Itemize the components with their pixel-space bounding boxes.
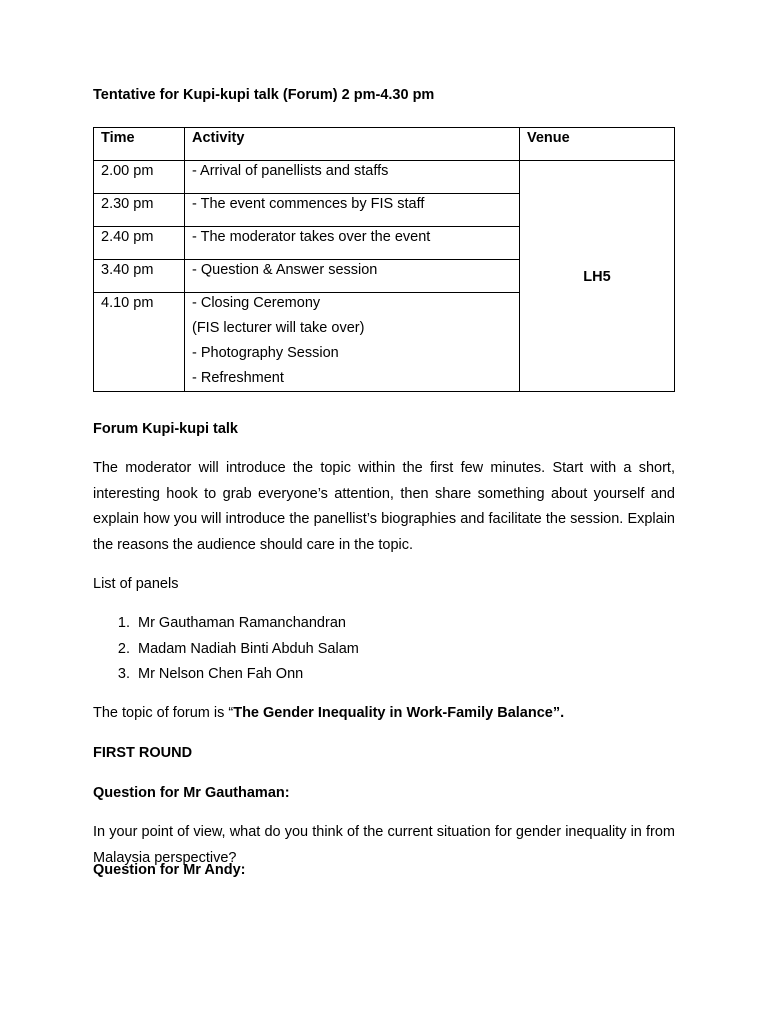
first-round-heading: FIRST ROUND (93, 745, 193, 761)
activity-line: - Refreshment (192, 370, 284, 386)
list-item: 2. Madam Nadiah Binti Abduh Salam (117, 640, 359, 657)
row-activity (185, 293, 520, 392)
panel-name: Mr Nelson Chen Fah Onn (138, 666, 304, 682)
forum-heading: Forum Kupi-kupi talk (93, 421, 238, 437)
header-activity: Activity (185, 128, 520, 161)
row-time: 4.10 pm (94, 293, 185, 392)
schedule-table (93, 127, 675, 392)
table-header-row (94, 128, 675, 161)
activity-line: - Closing Ceremony (192, 295, 321, 311)
header-time: Time (94, 128, 185, 161)
row-time: 3.40 pm (94, 260, 185, 293)
activity-line: - Photography Session (192, 345, 339, 361)
row-time: 2.00 pm (94, 161, 185, 194)
question-1-text: In your point of view, what do you think of the current situation for gender inequality in from Malaysia perspective? (93, 824, 675, 866)
header-venue: Venue (520, 128, 675, 161)
row-activity: - The moderator takes over the event (185, 227, 520, 260)
intro-paragraph: The moderator will introduce the topic within the first few minutes. Start with a short, interesting hook to grab everyone’s attention, then share something about yourself and explain how you will introduce the panellist’s biographies and facilitate the session. Explain the reasons the audience should care in the topic. (93, 460, 675, 553)
topic-title: The Gender Inequality in Work-Family Balance”. (233, 705, 565, 721)
table-row (94, 161, 675, 194)
panel-name: Madam Nadiah Binti Abduh Salam (138, 640, 359, 657)
list-item: 1. Mr Gauthaman Ramanchandran (117, 615, 346, 631)
row-time: 2.30 pm (94, 194, 185, 227)
schedule-title: Tentative for Kupi-kupi talk (Forum) 2 pm-4.30 pm (93, 87, 435, 103)
topic-line (93, 705, 564, 721)
panels-label: List of panels (93, 576, 179, 592)
panel-list (93, 611, 359, 688)
row-time: 2.40 pm (94, 227, 185, 260)
list-item: 3. Mr Nelson Chen Fah Onn (117, 666, 304, 682)
question-2-heading: Question for Mr Andy: (93, 862, 246, 878)
row-activity: - Question & Answer session (185, 260, 520, 293)
topic-prefix: The topic of forum is “ (93, 705, 234, 721)
activity-line: (FIS lecturer will take over) (192, 320, 365, 336)
venue-cell: LH5 (520, 161, 675, 392)
question-1-heading: Question for Mr Gauthaman: (93, 785, 290, 801)
row-activity: - The event commences by FIS staff (185, 194, 520, 227)
row-activity: - Arrival of panellists and staffs (185, 161, 520, 194)
panel-name: Mr Gauthaman Ramanchandran (138, 615, 346, 631)
